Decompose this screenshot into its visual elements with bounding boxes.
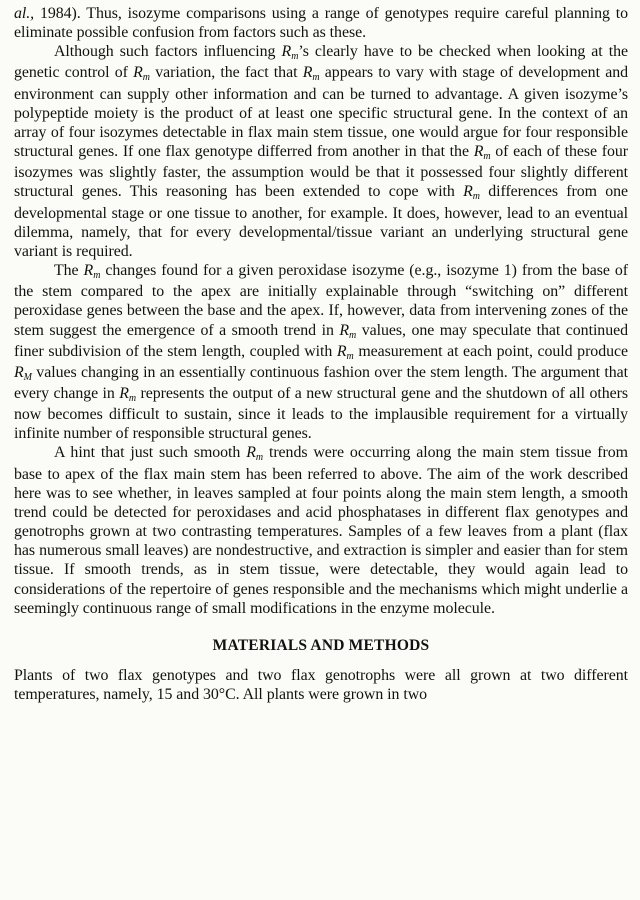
text-run: differences from one developmental stage or one tissue to another, for example. It does, however, lead to an eventual dilemma, namely, that for every developmental/tissue variant an underlying structural gene variant is required. xyxy=(14,183,629,260)
symbol-r: R xyxy=(473,143,484,161)
italic-text: al., xyxy=(14,5,35,22)
symbol-r: R xyxy=(302,64,313,82)
symbol-subscript: m xyxy=(291,51,299,63)
symbol-subscript: M xyxy=(23,371,32,383)
symbol-r: R xyxy=(119,384,129,402)
text-run: appears to vary with stage of development and environment can supply other information and can be turned to advantage. A given isozyme’s polypeptide moiety is the product of at least one specific structural gene. In the context of an array of four isozymes detectable in flax main stem tissue, one would argue for four responsible structural genes. If one flax genotype differred from another in that the xyxy=(14,64,628,161)
text-run: values, one may speculate that continued finer subdivision of the stem length, coupled with xyxy=(14,321,628,360)
text-run: values changing in an essentially continuous fashion over the stem length. The argument that every change in xyxy=(14,363,628,402)
paragraph-rm-variation xyxy=(14,42,628,261)
symbol-r: R xyxy=(336,342,347,360)
text-run: Although such factors influencing xyxy=(54,43,282,61)
section-heading: MATERIALS AND METHODS xyxy=(212,636,430,654)
symbol-r: R xyxy=(339,321,350,339)
text-run: The xyxy=(54,262,84,280)
text-run: measurement at each point, could produce xyxy=(353,342,628,360)
symbol-subscript: m xyxy=(142,72,150,84)
text-run: variation, the fact that xyxy=(149,64,303,82)
text-run: trends were occurring along the main stem tissue from base to apex of the flax main stem has been referred to above. The aim of the work described here was to see whether, in leaves sampled at four points along the main stem length, a smooth trend could be detected for peroxidases and acid phosphatases in different flax genotypes and genotrophs grown at two contrasting temperatures. Samples of a few leaves from a plant (flax has numerous small leaves) are nondestructive, and extraction is simpler and easier than for stem tissue. If smooth trends, as in stem tissue, were detectable, they would again lead to considerations of the repertoire of genes responsible and the mechanisms which might underlie a seemingly continuous range of small modifications in the enzyme molecule. xyxy=(14,444,628,617)
symbol-r: R xyxy=(83,262,94,280)
symbol-subscript: m xyxy=(346,350,354,362)
symbol-r: R xyxy=(133,64,143,82)
symbol-r: R xyxy=(281,43,292,61)
paragraph-rm-changes xyxy=(14,261,628,443)
symbol-subscript: m xyxy=(255,452,264,464)
text-run: changes found for a given peroxidase isozyme (e.g., isozyme 1) from the base of the stem compared to the apex are initially explainable through “switching on” different peroxidase genes between the base and the apex. If, however, data from intervening zones of the stem suggest the emergence of a smooth trend in xyxy=(14,262,628,339)
symbol-subscript: m xyxy=(312,72,320,84)
symbol-subscript: m xyxy=(349,329,357,341)
text-run: of each of these four isozymes was slightly faster, the assumption would be that it possessed four slightly different structural genes. This reasoning has been extended to cope with xyxy=(14,143,629,201)
symbol-subscript: m xyxy=(93,270,101,282)
symbol-r: R xyxy=(14,363,24,381)
text-run: represents the output of a new structural gene and the shutdown of all others now becomes difficult to sustain, since it leads to the implausible requirement for a virtually infinite number of responsible structural genes. xyxy=(14,384,628,443)
text-run: 1984). Thus, isozyme comparisons using a range of genotypes require careful planning to eliminate possible confusion from factors such as these. xyxy=(14,5,628,42)
paragraph-methods: Plants of two flax genotypes and two flax genotrophs were all grown at two different temperatures, namely, 15 and 30°C. All plants were grown in two xyxy=(14,666,628,703)
text-run: A hint that just such smooth xyxy=(54,444,247,462)
paragraph-smooth-trends xyxy=(14,443,628,617)
text-run: ’s clearly have to be checked when looking at the genetic control of xyxy=(14,43,628,82)
symbol-subscript: m xyxy=(472,191,480,203)
paragraph-continuation xyxy=(14,4,628,42)
symbol-subscript: m xyxy=(128,392,137,404)
symbol-r: R xyxy=(463,183,473,201)
symbol-r: R xyxy=(246,444,256,462)
symbol-subscript: m xyxy=(483,151,491,163)
